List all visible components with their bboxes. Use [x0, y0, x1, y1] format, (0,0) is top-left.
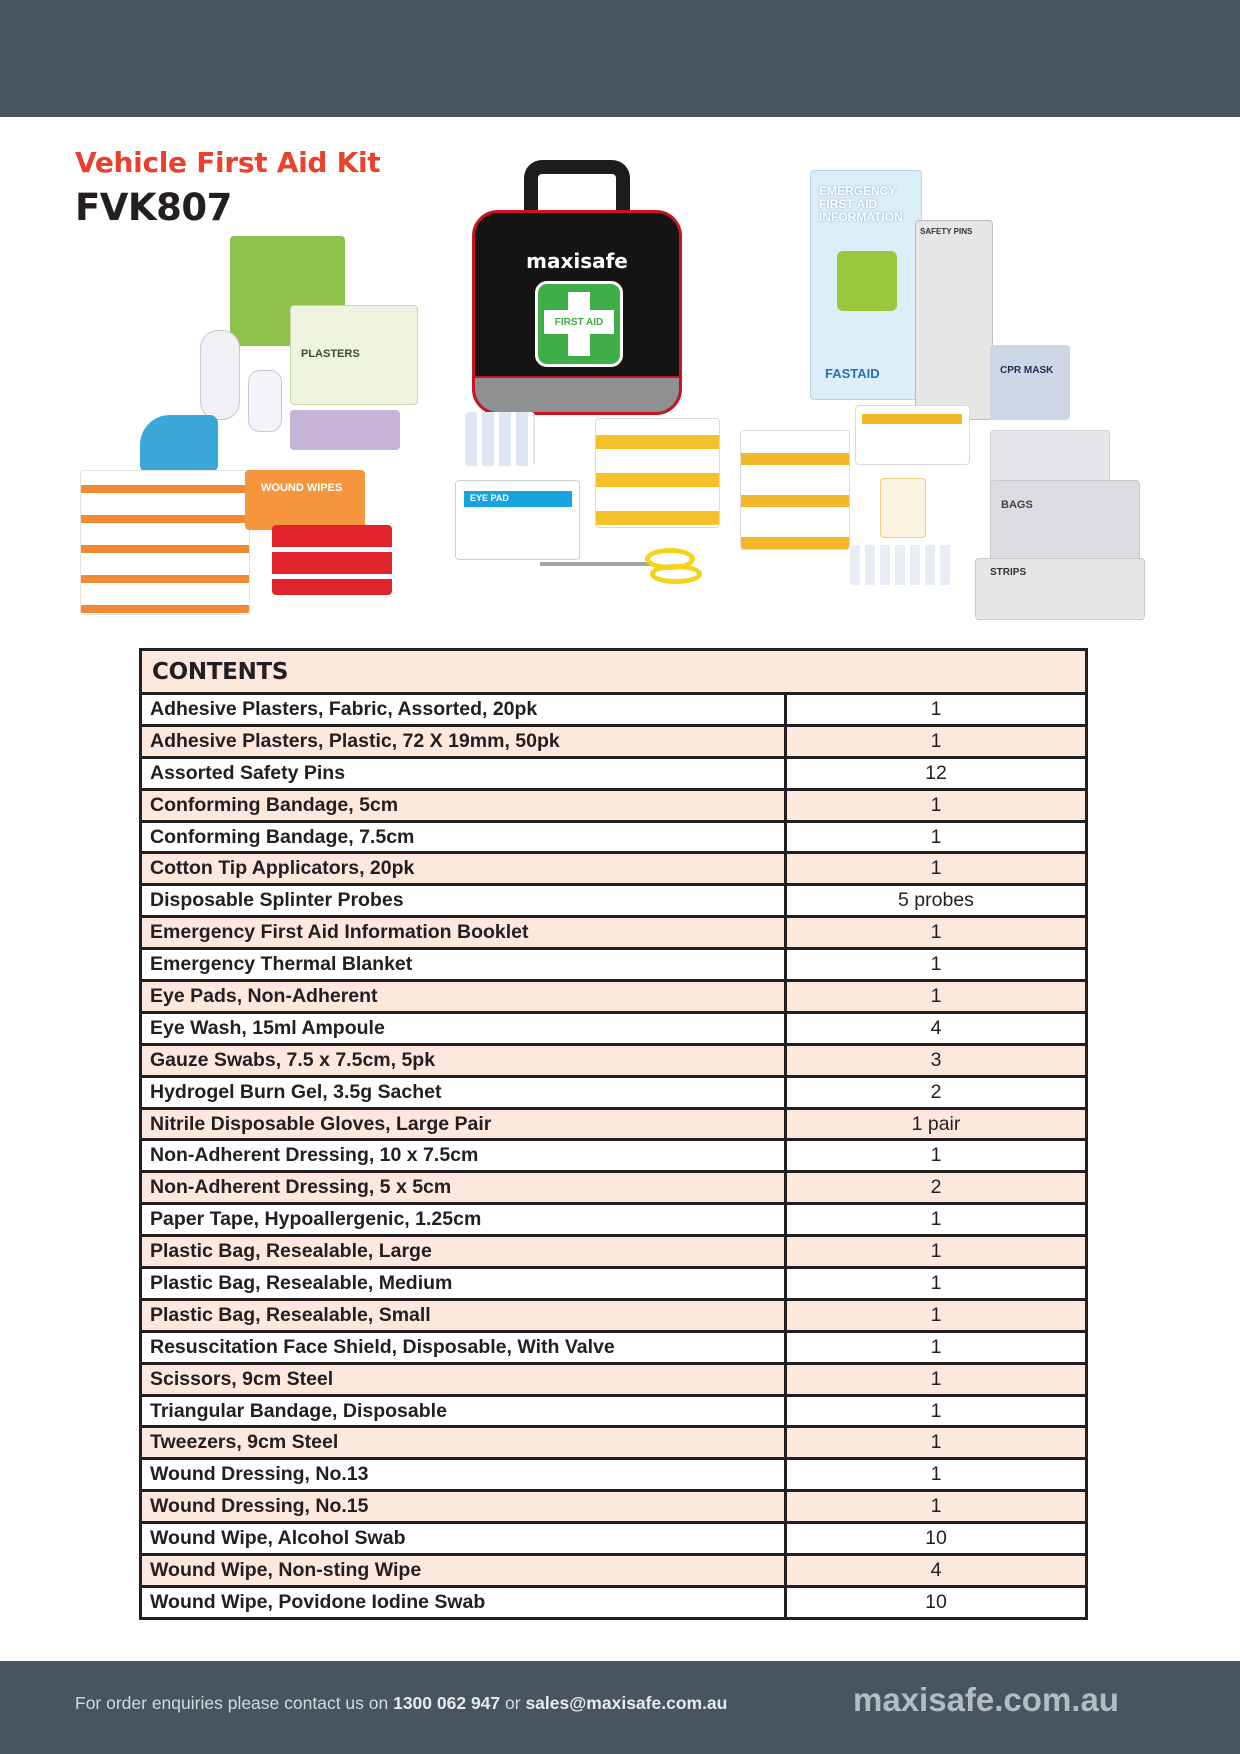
- item-quantity: 5 probes: [786, 885, 1087, 917]
- plastic-bags-image: [990, 480, 1140, 570]
- item-quantity: 1: [786, 1427, 1087, 1459]
- item-name: Eye Pads, Non-Adherent: [141, 981, 786, 1013]
- first-aid-badge-label: FIRST AID: [554, 316, 604, 328]
- item-name: Paper Tape, Hypoallergenic, 1.25cm: [141, 1204, 786, 1236]
- item-name: Cotton Tip Applicators, 20pk: [141, 853, 786, 885]
- table-row: [141, 1236, 1087, 1268]
- scissors-image: [540, 548, 710, 582]
- item-name: Wound Dressing, No.15: [141, 1491, 786, 1523]
- item-name: Wound Dressing, No.13: [141, 1459, 786, 1491]
- item-name: Plastic Bag, Resealable, Medium: [141, 1268, 786, 1300]
- table-row: [141, 789, 1087, 821]
- footer: [0, 1661, 1240, 1754]
- table-row: [141, 981, 1087, 1013]
- item-quantity: 10: [786, 1523, 1087, 1555]
- table-row: [141, 1044, 1087, 1076]
- item-quantity: 4: [786, 1012, 1087, 1044]
- item-name: Plastic Bag, Resealable, Large: [141, 1236, 786, 1268]
- plasters-label: PLASTERS: [301, 348, 360, 360]
- strips-label: STRIPS: [990, 567, 1027, 578]
- table-row: [141, 853, 1087, 885]
- table-row: [141, 1204, 1087, 1236]
- item-quantity: 1: [786, 917, 1087, 949]
- contents-table: [139, 648, 1088, 1620]
- table-row: [141, 1076, 1087, 1108]
- wound-wipes-label: WOUND WIPES: [261, 482, 343, 494]
- contents-body: [141, 694, 1087, 1619]
- table-row: [141, 1299, 1087, 1331]
- item-quantity: 1: [786, 1459, 1087, 1491]
- table-row: [141, 1555, 1087, 1587]
- order-enquiry-text: [75, 1693, 727, 1714]
- first-aid-bag-image: [472, 160, 682, 415]
- table-row: [141, 821, 1087, 853]
- table-row: [141, 1523, 1087, 1555]
- item-quantity: 3: [786, 1044, 1087, 1076]
- bag-body: [472, 210, 682, 415]
- bandage-roll-small-image: [248, 370, 282, 432]
- email-link[interactable]: sales@maxisafe.com.au: [525, 1693, 728, 1713]
- item-quantity: 1: [786, 853, 1087, 885]
- plaster-strips-image: [975, 558, 1145, 620]
- table-row: [141, 1268, 1087, 1300]
- item-quantity: 2: [786, 1076, 1087, 1108]
- item-quantity: 4: [786, 1555, 1087, 1587]
- green-cross-icon: [837, 251, 897, 311]
- first-aid-cross-icon: [535, 281, 623, 367]
- item-name: Emergency Thermal Blanket: [141, 949, 786, 981]
- booklet-title: EMERGENCY FIRST AID INFORMATION: [819, 184, 903, 224]
- cpr-mask-image: [990, 345, 1070, 420]
- item-name: Plastic Bag, Resealable, Small: [141, 1299, 786, 1331]
- item-quantity: 10: [925, 1590, 947, 1613]
- item-quantity: 1: [786, 1204, 1087, 1236]
- info-booklet-image: [810, 170, 922, 400]
- item-quantity: 1 pair: [786, 1108, 1087, 1140]
- item-name: Wound Wipe, Povidone Iodine Swab: [141, 1586, 786, 1618]
- table-row: [141, 885, 1087, 917]
- item-quantity: 1: [786, 1331, 1087, 1363]
- item-name: Assorted Safety Pins: [141, 757, 786, 789]
- table-row: [141, 694, 1087, 726]
- bandage-roll-image: [200, 330, 240, 420]
- contents-title: CONTENTS: [141, 650, 1087, 694]
- item-name: Adhesive Plasters, Fabric, Assorted, 20pk: [141, 694, 786, 726]
- table-row: [141, 725, 1087, 757]
- item-name: Disposable Splinter Probes: [141, 885, 786, 917]
- eye-wash-ampoules-image: [465, 412, 535, 466]
- table-row: [141, 917, 1087, 949]
- item-name: Hydrogel Burn Gel, 3.5g Sachet: [141, 1076, 786, 1108]
- table-row: [141, 1586, 1087, 1618]
- item-quantity: 1: [786, 725, 1087, 757]
- burn-gel-image: [272, 525, 392, 595]
- item-name: Non-Adherent Dressing, 5 x 5cm: [141, 1172, 786, 1204]
- item-name: Conforming Bandage, 7.5cm: [141, 821, 786, 853]
- item-quantity: 1: [786, 949, 1087, 981]
- dressing-stack-image: [740, 430, 850, 550]
- item-quantity: 12: [786, 757, 1087, 789]
- plaster-pack-image: [290, 305, 418, 405]
- website-link[interactable]: maxisafe.com.au: [853, 1681, 1119, 1718]
- item-name: Resuscitation Face Shield, Disposable, With Valve: [141, 1331, 786, 1363]
- splinter-probes-image: [850, 545, 955, 585]
- item-quantity: 1: [786, 1236, 1087, 1268]
- item-quantity: 1: [786, 1395, 1087, 1427]
- item-name: Eye Wash, 15ml Ampoule: [141, 1012, 786, 1044]
- item-quantity: 1: [786, 1140, 1087, 1172]
- table-row: [141, 1331, 1087, 1363]
- item-quantity: 1: [786, 821, 1087, 853]
- brand-logo: maxisafe: [526, 249, 628, 273]
- item-name: Nitrile Disposable Gloves, Large Pair: [141, 1108, 786, 1140]
- table-row: [141, 949, 1087, 981]
- item-name: Adhesive Plasters, Plastic, 72 X 19mm, 50pk: [141, 725, 786, 757]
- cotton-tips-image: [880, 478, 926, 538]
- table-row: [141, 1363, 1087, 1395]
- table-row: [141, 1427, 1087, 1459]
- item-quantity: 1: [786, 1299, 1087, 1331]
- triangular-bandage-image: [290, 410, 400, 450]
- item-name: Triangular Bandage, Disposable: [141, 1395, 786, 1427]
- item-name: Wound Wipe, Non-sting Wipe: [141, 1555, 786, 1587]
- table-row: [141, 1108, 1087, 1140]
- item-quantity: 1: [786, 1268, 1087, 1300]
- item-name: Gauze Swabs, 7.5 x 7.5cm, 5pk: [141, 1044, 786, 1076]
- booklet-brand: FASTAID: [825, 366, 880, 381]
- safety-pins-label: SAFETY PINS: [920, 227, 973, 236]
- item-quantity: 1: [786, 1491, 1087, 1523]
- product-category: Vehicle First Aid Kit: [75, 146, 381, 179]
- product-code: FVK807: [75, 186, 232, 229]
- gauze-swabs-image: [595, 418, 720, 528]
- table-row: [141, 1012, 1087, 1044]
- table-row: [141, 1459, 1087, 1491]
- table-row: [141, 1395, 1087, 1427]
- item-name: Conforming Bandage, 5cm: [141, 789, 786, 821]
- safety-pins-image: [915, 220, 993, 420]
- wound-wipes-pack-image: [245, 470, 365, 530]
- phone-number[interactable]: 1300 062 947: [393, 1693, 501, 1713]
- item-quantity: 1: [786, 1363, 1087, 1395]
- eye-pad-label: EYE PAD: [464, 491, 572, 507]
- item-quantity: 1: [786, 789, 1087, 821]
- item-quantity: 1: [786, 981, 1087, 1013]
- item-name: Non-Adherent Dressing, 10 x 7.5cm: [141, 1140, 786, 1172]
- reflective-stripe: [475, 376, 679, 412]
- top-band: [0, 0, 1240, 117]
- item-quantity: 2: [786, 1172, 1087, 1204]
- item-quantity: 1: [786, 694, 1087, 726]
- table-row: [141, 757, 1087, 789]
- item-name: Scissors, 9cm Steel: [141, 1363, 786, 1395]
- item-name: Wound Wipe, Alcohol Swab: [141, 1523, 786, 1555]
- wound-wipes-stack-image: [80, 470, 250, 615]
- cpr-mask-label: CPR MASK: [1000, 365, 1054, 376]
- enquiry-mid: or: [500, 1693, 526, 1713]
- item-name: Emergency First Aid Information Booklet: [141, 917, 786, 949]
- bags-label: BAGS: [1001, 499, 1033, 511]
- item-name: Tweezers, 9cm Steel: [141, 1427, 786, 1459]
- table-row: [141, 1172, 1087, 1204]
- tape-dispenser-image: [140, 415, 218, 473]
- table-row: [141, 1491, 1087, 1523]
- table-row: [141, 1140, 1087, 1172]
- enquiry-prefix: For order enquiries please contact us on: [75, 1693, 394, 1713]
- dressing-pack-image: [855, 405, 970, 465]
